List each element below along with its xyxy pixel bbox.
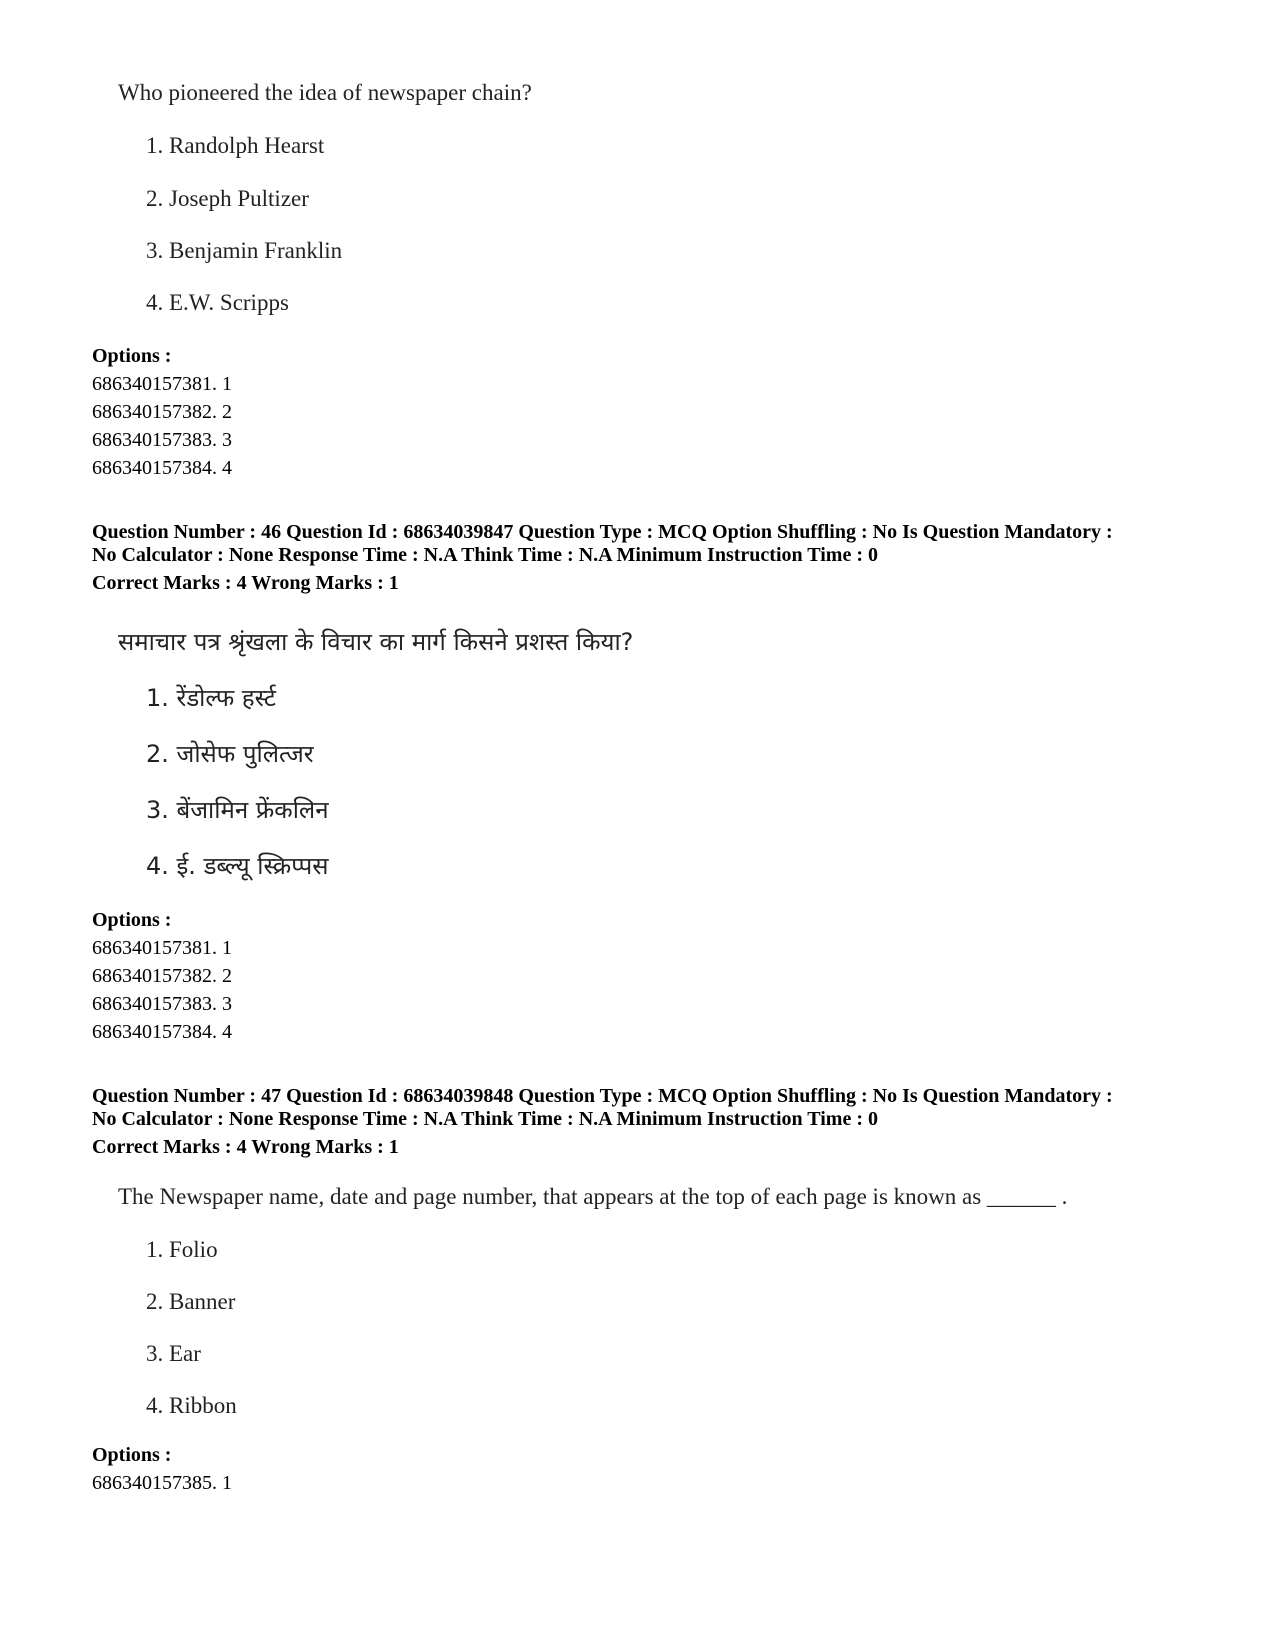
option-id: 686340157384. 4 xyxy=(92,457,232,479)
answer-choice: 1. Folio xyxy=(146,1237,218,1262)
answer-choice: 2. Joseph Pultizer xyxy=(146,186,309,211)
answer-choice: 1. रेंडोल्फ हर्स्ट xyxy=(146,684,277,712)
option-id: 686340157383. 3 xyxy=(92,993,232,1015)
answer-choice: 1. Randolph Hearst xyxy=(146,133,325,158)
answer-choice: 4. ई. डब्ल्यू स्क्रिप्पस xyxy=(146,852,329,880)
question-meta-line: No Calculator : None Response Time : N.A Think Time : N.A Minimum Instruction Time : 0 xyxy=(92,544,878,566)
marks-line: Correct Marks : 4 Wrong Marks : 1 xyxy=(92,1136,399,1158)
option-id: 686340157382. 2 xyxy=(92,965,232,987)
answer-choice: 4. Ribbon xyxy=(146,1393,237,1418)
answer-choice: 2. Banner xyxy=(146,1289,236,1314)
option-id: 686340157385. 1 xyxy=(92,1472,232,1494)
answer-choice: 3. Benjamin Franklin xyxy=(146,238,343,263)
answer-choice: 4. E.W. Scripps xyxy=(146,290,289,315)
option-id: 686340157384. 4 xyxy=(92,1021,232,1043)
options-label: Options : xyxy=(92,909,172,931)
option-id: 686340157381. 1 xyxy=(92,373,232,395)
answer-choice: 3. Ear xyxy=(146,1341,201,1366)
option-id: 686340157383. 3 xyxy=(92,429,232,451)
question-text: The Newspaper name, date and page number, that appears at the top of each page is known as ______ . xyxy=(118,1184,1068,1209)
marks-line: Correct Marks : 4 Wrong Marks : 1 xyxy=(92,572,399,594)
answer-choice: 3. बेंजामिन फ्रेंकलिन xyxy=(146,796,329,824)
question-meta-line: Question Number : 47 Question Id : 68634039848 Question Type : MCQ Option Shuffling : No Is Question Mandatory : xyxy=(92,1085,1113,1107)
options-label: Options : xyxy=(92,345,172,367)
option-id: 686340157381. 1 xyxy=(92,937,232,959)
options-label: Options : xyxy=(92,1444,172,1466)
option-id: 686340157382. 2 xyxy=(92,401,232,423)
question-meta-line: No Calculator : None Response Time : N.A Think Time : N.A Minimum Instruction Time : 0 xyxy=(92,1108,878,1130)
question-meta-line: Question Number : 46 Question Id : 68634039847 Question Type : MCQ Option Shuffling : No Is Question Mandatory : xyxy=(92,521,1113,543)
question-text: Who pioneered the idea of newspaper chain? xyxy=(118,80,532,105)
answer-choice: 2. जोसेफ पुलित्जर xyxy=(146,740,314,768)
question-text: समाचार पत्र श्रृंखला के विचार का मार्ग किसने प्रशस्त किया? xyxy=(118,628,634,656)
